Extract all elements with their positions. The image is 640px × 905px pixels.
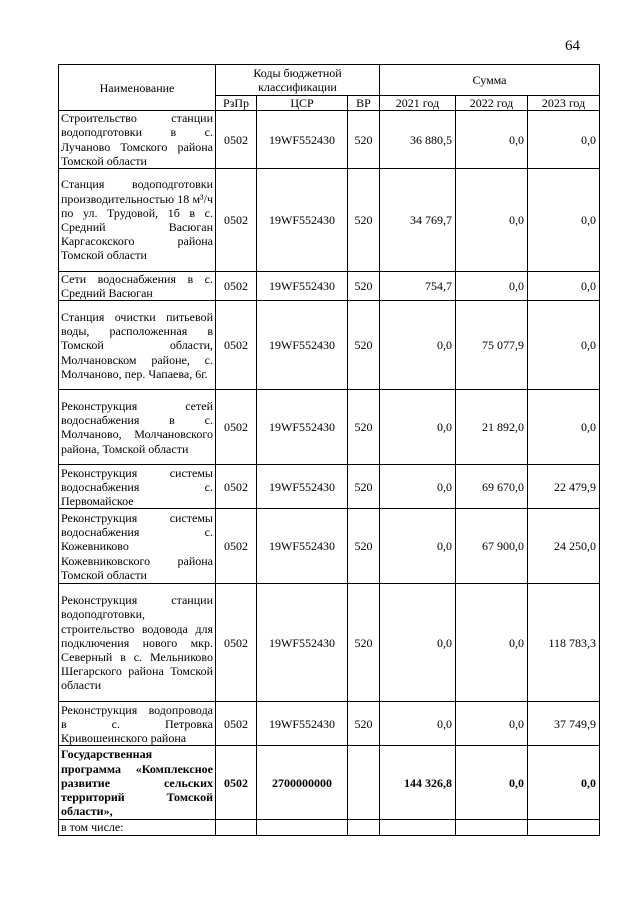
header-vr: ВР — [348, 96, 380, 111]
cell-rzpr: 0502 — [216, 465, 257, 509]
cell-name: Станция очистки питьевой воды, расположенная в Томской области, Молчановском районе, с. Молчаново, пер. Чапаева, 6г. — [59, 301, 216, 390]
cell-csr: 19WF552430 — [257, 111, 348, 169]
table-row — [59, 465, 600, 509]
cell-rzpr: 0502 — [216, 169, 257, 272]
budget-table — [58, 64, 600, 836]
cell-y2023: 0,0 — [528, 169, 600, 272]
cell-rzpr: 0502 — [216, 702, 257, 746]
cell-vr: 520 — [348, 301, 380, 390]
cell-y2023: 0,0 — [528, 746, 600, 820]
table-row — [59, 301, 600, 390]
table-row — [59, 390, 600, 465]
table-row — [59, 509, 600, 584]
table-row — [59, 702, 600, 746]
table-row — [59, 746, 600, 820]
cell-y2021: 36 880,5 — [380, 111, 456, 169]
cell-vr: 520 — [348, 111, 380, 169]
cell-vr: 520 — [348, 169, 380, 272]
cell-name: Реконструкция системы водоснабжения с. Первомайское — [59, 465, 216, 509]
cell-y2023 — [528, 820, 600, 835]
cell-y2021: 0,0 — [380, 584, 456, 702]
header-codes: Коды бюджетной классификации — [216, 65, 380, 96]
cell-y2022: 0,0 — [456, 746, 528, 820]
cell-csr: 19WF552430 — [257, 584, 348, 702]
cell-y2022: 69 670,0 — [456, 465, 528, 509]
cell-y2021: 0,0 — [380, 301, 456, 390]
cell-y2022: 0,0 — [456, 584, 528, 702]
cell-y2023: 0,0 — [528, 111, 600, 169]
cell-y2021: 0,0 — [380, 509, 456, 584]
cell-vr — [348, 746, 380, 820]
cell-rzpr: 0502 — [216, 272, 257, 301]
cell-y2021 — [380, 820, 456, 835]
cell-y2022 — [456, 820, 528, 835]
table-row — [59, 111, 600, 169]
cell-y2022: 0,0 — [456, 702, 528, 746]
header-sum: Сумма — [380, 65, 600, 96]
cell-name: Реконструкция сетей водоснабжения в с. Молчаново, Молчановского района, Томской области — [59, 390, 216, 465]
cell-y2023: 118 783,3 — [528, 584, 600, 702]
cell-y2022: 0,0 — [456, 169, 528, 272]
cell-vr: 520 — [348, 390, 380, 465]
cell-y2022: 75 077,9 — [456, 301, 528, 390]
header-name: Наименование — [59, 65, 216, 111]
cell-name: Станция водоподготовки производительностью 18 м³/ч по ул. Трудовой, 1б в с. Средний Васюган Каргасокского района Томской области — [59, 169, 216, 272]
cell-vr — [348, 820, 380, 835]
cell-vr: 520 — [348, 272, 380, 301]
header-2021: 2021 год — [380, 96, 456, 111]
cell-rzpr: 0502 — [216, 509, 257, 584]
cell-csr: 19WF552430 — [257, 465, 348, 509]
cell-rzpr: 0502 — [216, 746, 257, 820]
cell-vr: 520 — [348, 465, 380, 509]
cell-y2022: 67 900,0 — [456, 509, 528, 584]
table-row — [59, 584, 600, 702]
cell-y2023: 22 479,9 — [528, 465, 600, 509]
cell-y2021: 0,0 — [380, 465, 456, 509]
cell-vr: 520 — [348, 509, 380, 584]
cell-csr: 2700000000 — [257, 746, 348, 820]
cell-name: в том числе: — [59, 820, 216, 835]
cell-y2021: 144 326,8 — [380, 746, 456, 820]
cell-y2023: 0,0 — [528, 390, 600, 465]
cell-name: Строительство станции водоподготовки в с. Лучаново Томского района Томской области — [59, 111, 216, 169]
cell-csr: 19WF552430 — [257, 301, 348, 390]
cell-rzpr: 0502 — [216, 301, 257, 390]
header-2022: 2022 год — [456, 96, 528, 111]
cell-name: Реконструкция системы водоснабжения с. Кожевниково Кожевниковского района Томской области — [59, 509, 216, 584]
cell-name: Государственная программа «Комплексное развитие сельских территорий Томской области», — [59, 746, 216, 820]
cell-csr: 19WF552430 — [257, 390, 348, 465]
table-row — [59, 820, 600, 835]
cell-y2021: 34 769,7 — [380, 169, 456, 272]
cell-rzpr — [216, 820, 257, 835]
header-csr: ЦСР — [257, 96, 348, 111]
cell-rzpr: 0502 — [216, 390, 257, 465]
table-row — [59, 272, 600, 301]
cell-y2022: 0,0 — [456, 272, 528, 301]
header-2023: 2023 год — [528, 96, 600, 111]
cell-csr: 19WF552430 — [257, 509, 348, 584]
cell-y2021: 0,0 — [380, 390, 456, 465]
cell-y2023: 0,0 — [528, 272, 600, 301]
header-rzpr: РзПр — [216, 96, 257, 111]
cell-name: Реконструкция станции водоподготовки, строительство водовода для подключения нового мкр. Северный в с. Мельниково Шегарского района Томской области — [59, 584, 216, 702]
cell-y2021: 0,0 — [380, 702, 456, 746]
cell-csr: 19WF552430 — [257, 272, 348, 301]
cell-y2021: 754,7 — [380, 272, 456, 301]
cell-name: Сети водоснабжения в с. Средний Васюган — [59, 272, 216, 301]
cell-csr — [257, 820, 348, 835]
cell-vr: 520 — [348, 702, 380, 746]
cell-y2023: 0,0 — [528, 301, 600, 390]
cell-y2022: 21 892,0 — [456, 390, 528, 465]
page-number: 64 — [565, 38, 580, 54]
cell-name: Реконструкция водопровода в с. Петровка Кривошеинского района — [59, 702, 216, 746]
cell-y2023: 24 250,0 — [528, 509, 600, 584]
cell-y2022: 0,0 — [456, 111, 528, 169]
cell-y2023: 37 749,9 — [528, 702, 600, 746]
cell-csr: 19WF552430 — [257, 169, 348, 272]
table-row — [59, 169, 600, 272]
cell-csr: 19WF552430 — [257, 702, 348, 746]
cell-vr: 520 — [348, 584, 380, 702]
cell-rzpr: 0502 — [216, 584, 257, 702]
cell-rzpr: 0502 — [216, 111, 257, 169]
